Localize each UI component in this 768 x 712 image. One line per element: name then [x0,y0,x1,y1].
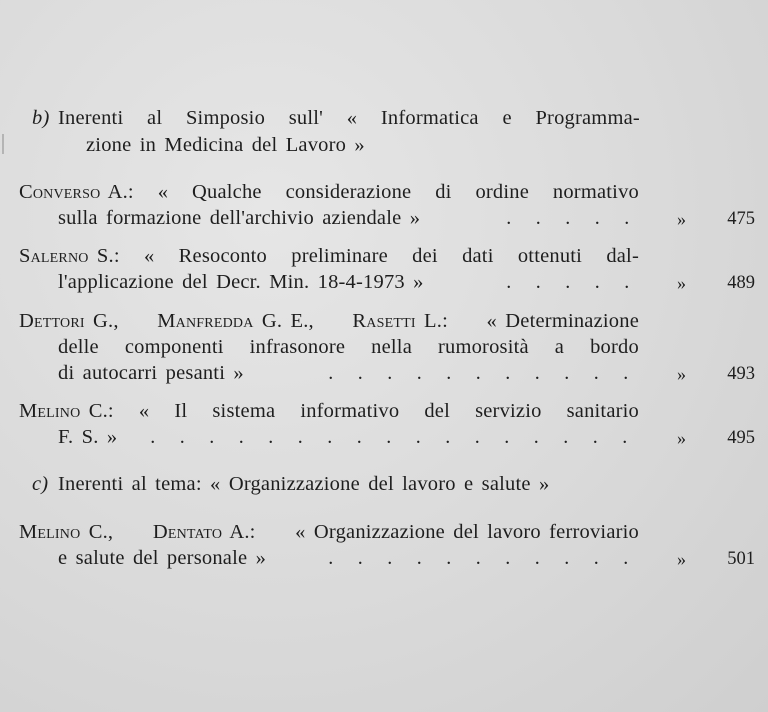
entry-dettori-line2: delle componenti infrasonore nella rumorosità a bordo [58,336,639,358]
entry-author: Converso A.: [19,181,134,203]
page-marker: » [677,273,686,293]
leader-dots: . . . . . [506,271,630,293]
page-marker: » [677,549,686,569]
section-b-heading-line2: zione in Medicina del Lavoro » [86,134,365,156]
entry-converso-line2: sulla formazione dell'archivio aziendale » [58,207,421,229]
section-c-heading: Inerenti al tema: « Organizzazione del lavoro e salute » [58,473,550,495]
page-marker: » [677,209,686,229]
entry-dettori-line3: di autocarri pesanti » [58,362,244,384]
entry-melino-line2: F. S. » [58,426,118,448]
leader-dots: . . . . . . . . . . . [328,547,629,569]
leader-dots: . . . . . [506,207,630,229]
page-marker: » [677,364,686,384]
margin-mark [2,134,10,154]
leader-dots: . . . . . . . . . . . [328,362,629,384]
section-b-label: b) [32,107,50,129]
entry-author: Dettori G., [19,310,119,332]
section-b-heading-line1: Inerenti al Simposio sull' « Informatica e Programma- [58,107,640,129]
entry-converso-line1: Converso A.: « Qualche considerazione di ordine normativo [19,181,639,203]
leader-dots: . . . . . . . . . . . . . . . . . [150,426,628,448]
entry-author: Dentato A.: [152,521,256,543]
entry-melino-line1: Melino C.: « Il sistema informativo del servizio sanitario [19,400,639,422]
entry-salerno-line2: l'applicazione del Decr. Min. 18-4-1973 » [58,271,424,293]
section-c-label: c) [32,473,49,495]
page-number: 495 [727,428,755,448]
entry-melino-dentato-line2: e salute del personale » [58,547,267,569]
entry-author: Melino C.: [19,400,114,422]
entry-author: Salerno S.: [19,245,120,267]
page-marker: » [677,428,686,448]
entry-dettori-line1: Dettori G., Manfredda G. E., Rasetti L.: « Determinazione [19,310,639,332]
entry-melino-dentato-line1: Melino C., Dentato A.: « Organizzazione del lavoro ferroviario [19,521,639,543]
entry-author: Manfredda G. E., [157,310,314,332]
page-number: 501 [727,549,755,569]
entry-salerno-line1: Salerno S.: « Resoconto preliminare dei dati ottenuti dal- [19,245,639,267]
page-number: 489 [727,273,755,293]
page-number: 475 [727,209,755,229]
page-number: 493 [727,364,755,384]
entry-author: Rasetti L.: [352,310,448,332]
entry-author: Melino C., [19,521,114,543]
